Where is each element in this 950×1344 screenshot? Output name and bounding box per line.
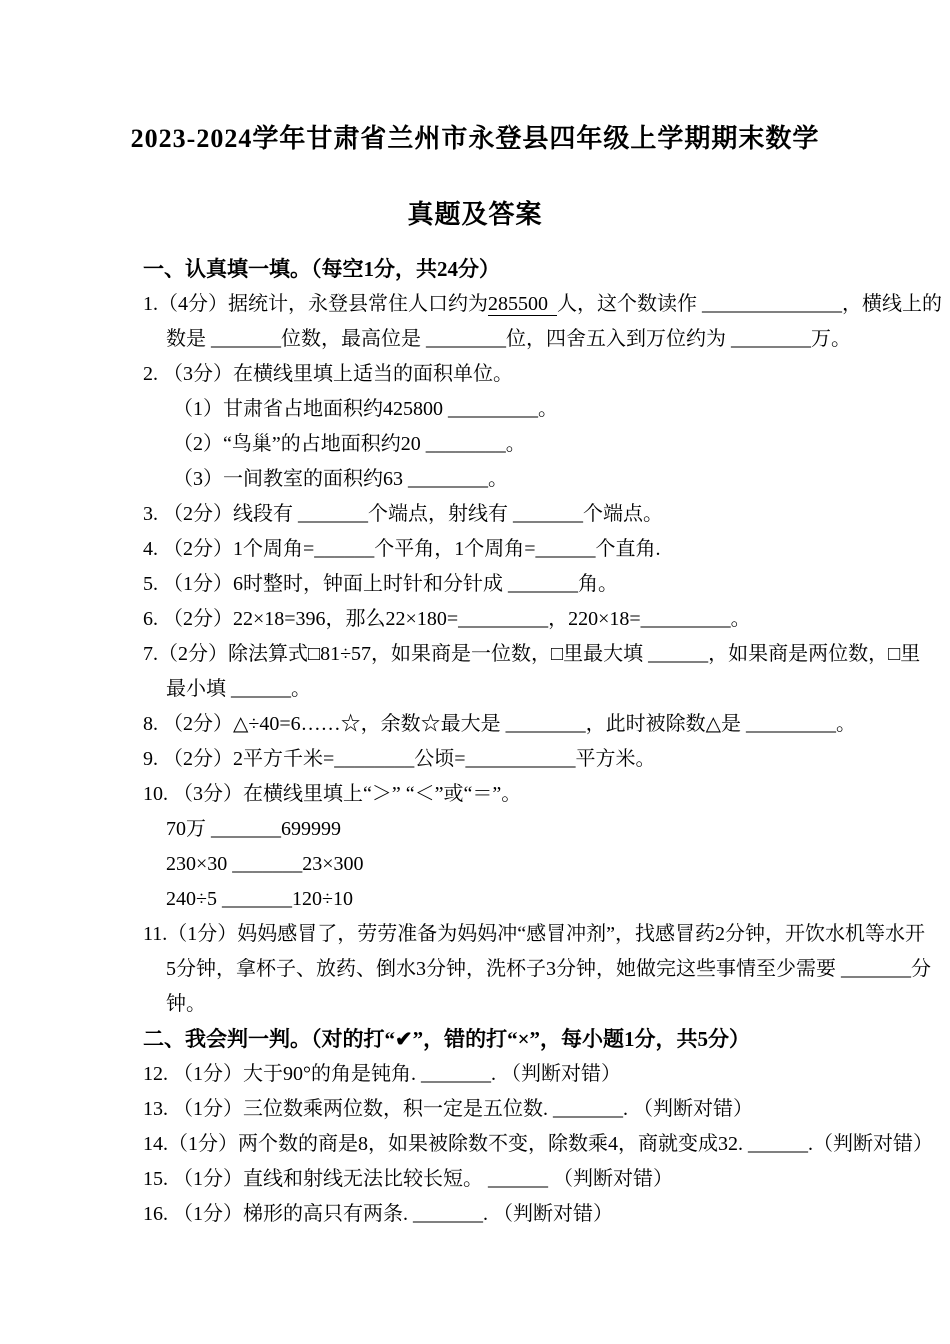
question-1-line-1 <box>143 287 942 322</box>
question-10-intro: 10. （3分）在横线里填上“＞” “＜”或“＝”。 <box>143 783 522 805</box>
document-header <box>0 0 950 234</box>
question-7-line-1: 7.（2分）除法算式□81÷57，如果商是一位数，□里最大填 ______，如果商是两位数，□里 <box>143 643 921 665</box>
question-4: 4. （2分）1个周角=______个平角，1个周角=______个直角. <box>143 538 661 560</box>
question-8: 8. （2分）△÷40=6……☆，余数☆最大是 ________，此时被除数△是 _________。 <box>143 713 857 735</box>
question-1-line-2: 数是 _______位数，最高位是 ________位，四舍五入到万位约为 ________万。 <box>166 328 851 350</box>
question-10-item-1: 70万 _______699999 <box>166 818 341 840</box>
question-6: 6. （2分）22×18=396，那么22×180=_________，220×18=_________。 <box>143 608 751 630</box>
question-15: 15. （1分）直线和射线无法比较长短。 ______ （判断对错） <box>143 1168 673 1190</box>
question-9: 9. （2分）2平方千米=________公顷=___________平方米。 <box>143 748 656 770</box>
question-1-text-post: 人，这个数读作 ______________，横线上的 <box>557 293 942 315</box>
section-1-heading: 一、认真填一填。（每空1分，共24分） <box>143 257 500 281</box>
question-2-intro: 2. （3分）在横线里填上适当的面积单位。 <box>143 363 513 385</box>
question-2-item-3: （3）一间教室的面积约63 ________。 <box>173 468 508 490</box>
document-title-line-1: 2023-2024学年甘肃省兰州市永登县四年级上学期期末数学 <box>130 124 820 153</box>
question-12: 12. （1分）大于90°的角是钝角. _______. （判断对错） <box>143 1063 621 1085</box>
question-14: 14.（1分）两个数的商是8，如果被除数不变，除数乘4，商就变成32. ______.（判断对错） <box>143 1133 933 1155</box>
question-11-line-2: 5分钟，拿杯子、放药、倒水3分钟，洗杯子3分钟，她做完这些事情至少需要 _______分 <box>166 958 931 980</box>
question-13: 13. （1分）三位数乘两位数，积一定是五位数. _______. （判断对错） <box>143 1098 753 1120</box>
question-3: 3. （2分）线段有 _______个端点，射线有 _______个端点。 <box>143 503 663 525</box>
question-11-line-1: 11.（1分）妈妈感冒了，劳劳准备为妈妈冲“感冒冲剂”，找感冒药2分钟，开饮水机等水开 <box>143 923 926 945</box>
question-10-item-2: 230×30 _______23×300 <box>166 853 364 875</box>
question-10-item-3: 240÷5 _______120÷10 <box>166 888 353 910</box>
document-body <box>143 252 942 1232</box>
question-2-item-2: （2）“鸟巢”的占地面积约20 ________。 <box>173 433 526 455</box>
question-1-text-pre: 1.（4分）据统计，永登县常住人口约为 <box>143 293 488 315</box>
document-title-line-2: 真题及答案 <box>407 200 543 229</box>
question-7-line-2: 最小填 ______。 <box>166 678 311 700</box>
population-number-underlined: 285500 <box>488 293 557 316</box>
question-11-line-3: 钟。 <box>166 993 206 1015</box>
question-16: 16. （1分）梯形的高只有两条. _______. （判断对错） <box>143 1203 613 1225</box>
question-2-item-1: （1）甘肃省占地面积约425800 _________。 <box>173 398 558 420</box>
question-5: 5. （1分）6时整时，钟面上时针和分针成 _______角。 <box>143 573 618 595</box>
section-2-heading: 二、我会判一判。（对的打“✔”，错的打“×”，每小题1分，共5分） <box>143 1027 751 1051</box>
